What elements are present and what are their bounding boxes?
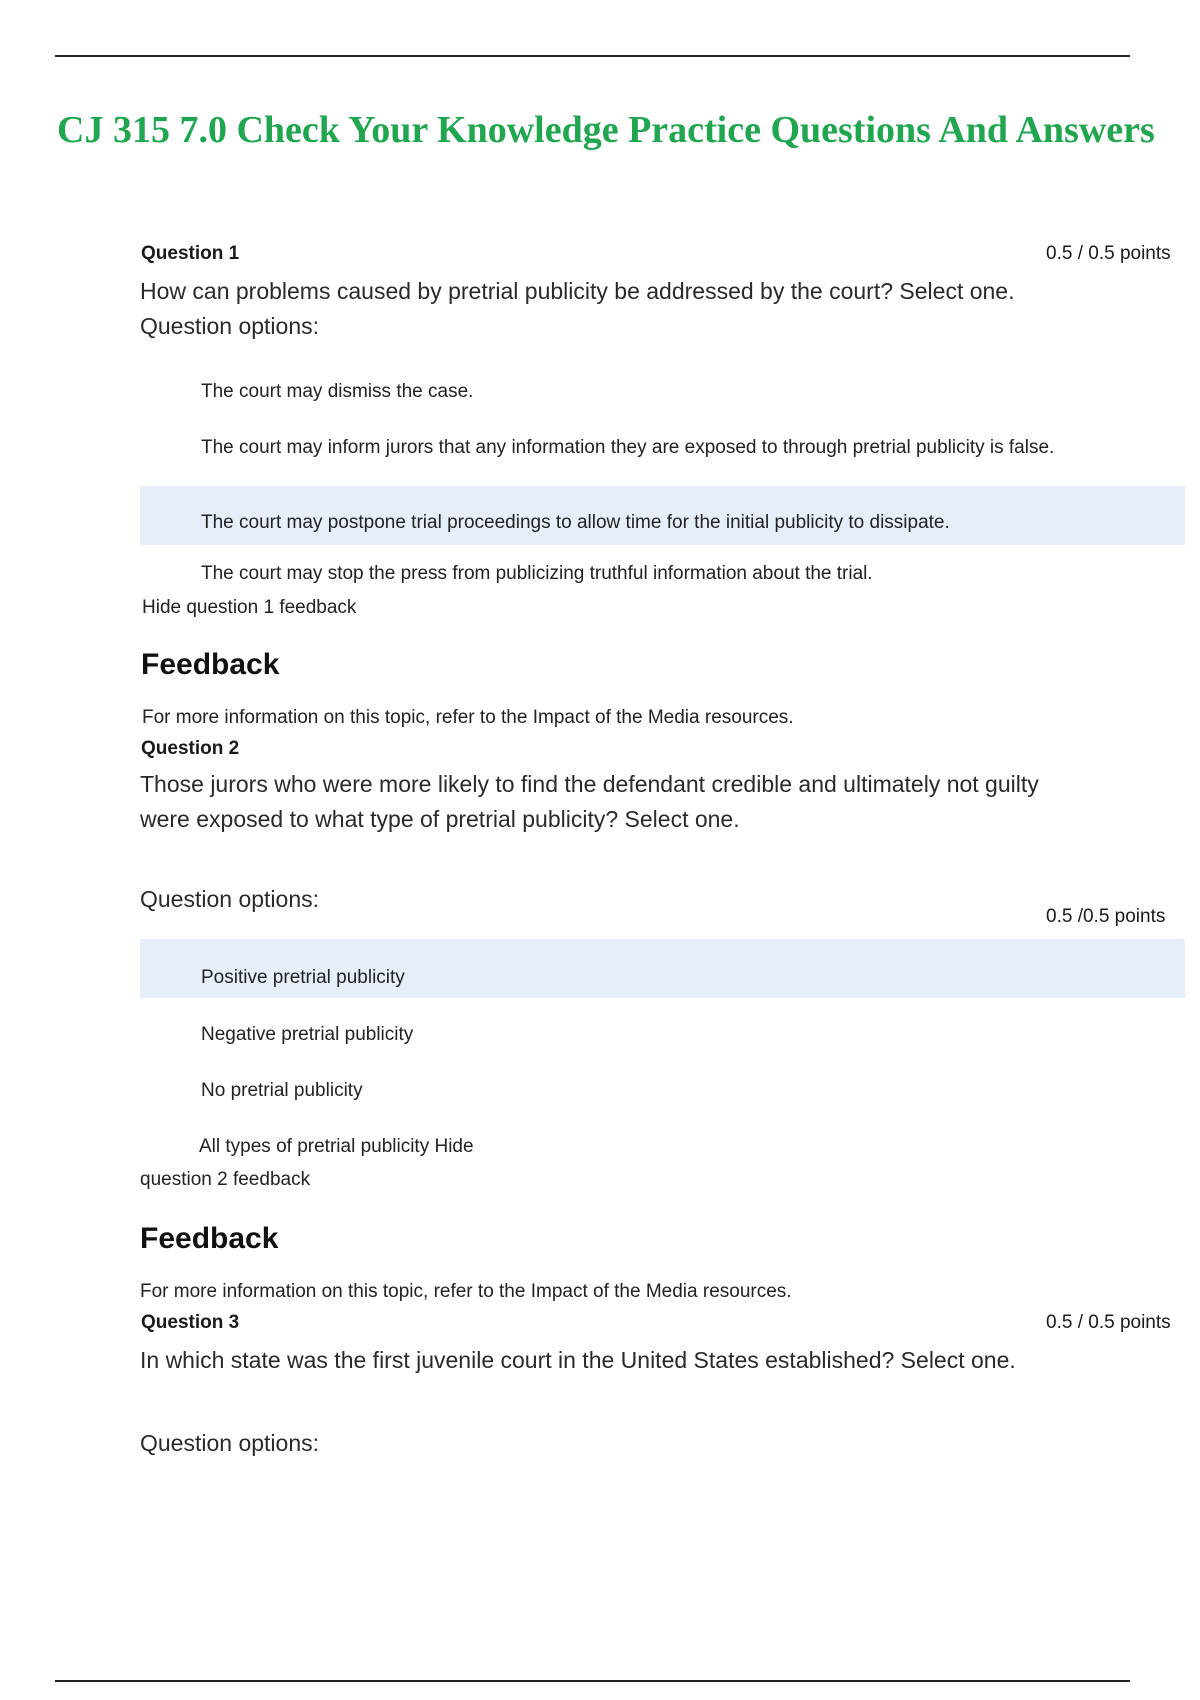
question-2-options-label: Question options: [140,886,320,912]
question-3-points: 0.5 / 0.5 points [1046,1312,1171,1333]
hide-question-1-feedback-link[interactable]: Hide question 1 feedback [142,597,357,618]
bottom-rule [55,1680,1130,1682]
question-1-text: How can problems caused by pretrial publicity be addressed by the court? Select one. Question options: [140,278,1015,339]
document-title: CJ 315 7.0 Check Your Knowledge Practice Questions And Answers [57,109,1155,151]
question-2-option-a[interactable]: Positive pretrial publicity [201,967,405,988]
question-2-text: Those jurors who were more likely to find the defendant credible and ultimately not guilty were exposed to what type of pretrial publicity? Select one. [140,771,1039,832]
question-1-label: Question 1 [141,243,240,264]
question-1-option-a[interactable]: The court may dismiss the case. [201,381,474,402]
question-2-points: 0.5 /0.5 points [1046,906,1166,927]
question-2-feedback-text: For more information on this topic, refer to the Impact of the Media resources. [140,1281,792,1302]
question-2-label: Question 2 [141,738,240,759]
question-2-option-b[interactable]: Negative pretrial publicity [201,1024,414,1045]
question-2-feedback-heading: Feedback [140,1222,279,1255]
question-1-option-d[interactable]: The court may stop the press from publicizing truthful information about the trial. [201,563,873,584]
question-3-label: Question 3 [141,1312,240,1333]
question-1-option-c[interactable]: The court may postpone trial proceedings to allow time for the initial publicity to dissipate. [201,512,950,533]
question-1-points: 0.5 / 0.5 points [1046,243,1171,264]
question-3-text: In which state was the first juvenile court in the United States established? Select one. [140,1347,1016,1373]
question-2-option-c[interactable]: No pretrial publicity [201,1080,363,1101]
question-3-options-label: Question options: [140,1430,320,1456]
question-1-feedback-heading: Feedback [141,648,280,681]
question-1-option-b[interactable]: The court may inform jurors that any information they are exposed to through pretrial publicity is false. [201,437,1055,458]
hide-question-2-feedback-link[interactable]: question 2 feedback [140,1169,311,1190]
question-1-feedback-text: For more information on this topic, refer to the Impact of the Media resources. [142,707,794,728]
question-2-option-d[interactable]: All types of pretrial publicity Hide [199,1136,474,1157]
top-rule [55,55,1130,57]
